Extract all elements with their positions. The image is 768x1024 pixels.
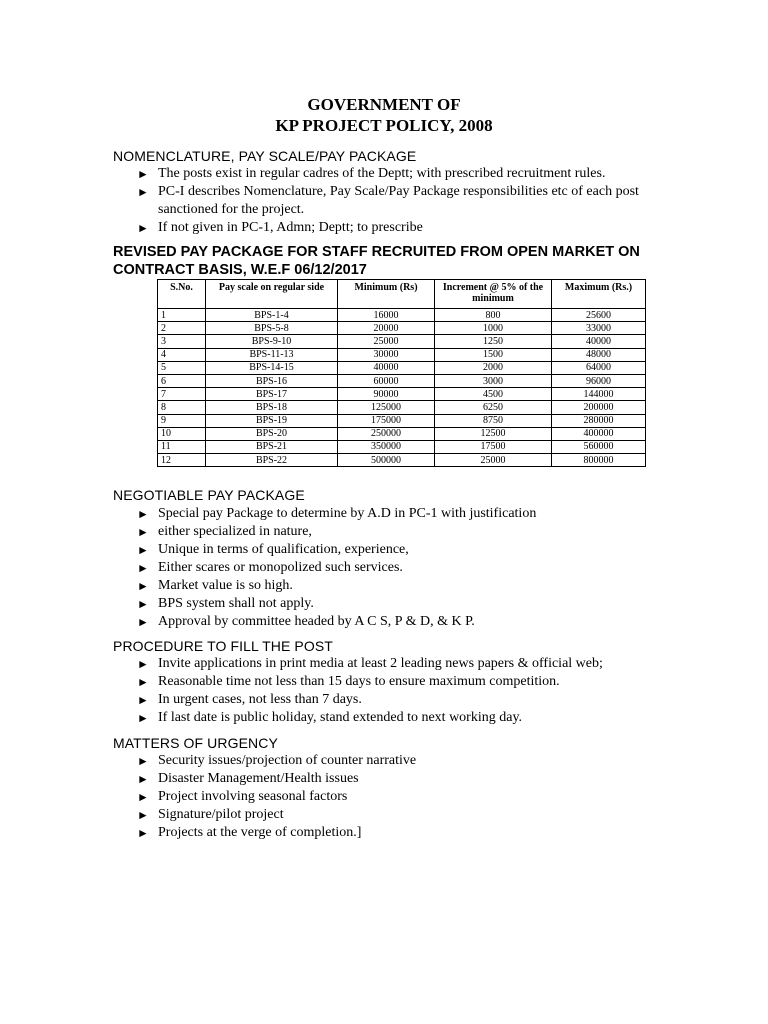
- cell-sno: 11: [158, 440, 206, 453]
- cell-sno: 8: [158, 401, 206, 414]
- cell-maximum: 560000: [552, 440, 646, 453]
- cell-sno: 9: [158, 414, 206, 427]
- list-item: ► Either scares or monopolized such services.: [137, 560, 403, 575]
- table-row: [158, 414, 646, 427]
- list-item: ► Disaster Management/Health issues: [137, 771, 359, 786]
- bullet-arrow-icon: ►: [137, 790, 149, 804]
- table-header-row: [158, 280, 646, 309]
- cell-sno: 7: [158, 388, 206, 401]
- list-item: ► In urgent cases, not less than 7 days.: [137, 692, 362, 707]
- cell-maximum: 280000: [552, 414, 646, 427]
- table-body: [158, 309, 646, 467]
- bullet-arrow-icon: ►: [137, 579, 149, 593]
- cell-pay-scale: BPS-21: [206, 440, 338, 453]
- cell-pay-scale: BPS-17: [206, 388, 338, 401]
- cell-increment: 1000: [435, 322, 552, 335]
- bullet-arrow-icon: ►: [137, 525, 149, 539]
- urgency-list: [137, 752, 657, 842]
- cell-increment: 25000: [435, 454, 552, 467]
- list-item: ► Signature/pilot project: [137, 807, 284, 822]
- bullet-arrow-icon: ►: [137, 543, 149, 557]
- cell-maximum: 40000: [552, 335, 646, 348]
- bullet-arrow-icon: ►: [137, 808, 149, 822]
- procedure-list: [137, 655, 657, 727]
- list-item: ► Market value is so high.: [137, 578, 293, 593]
- cell-sno: 10: [158, 427, 206, 440]
- table-row: [158, 348, 646, 361]
- list-item: ► Security issues/projection of counter narrative: [137, 753, 417, 768]
- cell-minimum: 90000: [338, 388, 435, 401]
- cell-sno: 5: [158, 361, 206, 374]
- table-row: [158, 427, 646, 440]
- cell-maximum: 25600: [552, 309, 646, 322]
- cell-increment: 6250: [435, 401, 552, 414]
- table-row: [158, 440, 646, 453]
- cell-sno: 12: [158, 454, 206, 467]
- bullet-arrow-icon: ►: [137, 754, 149, 768]
- cell-sno: 2: [158, 322, 206, 335]
- bullet-arrow-icon: ►: [137, 772, 149, 786]
- negotiable-list: [137, 505, 657, 631]
- cell-minimum: 250000: [338, 427, 435, 440]
- column-header-increment: Increment @ 5% of the minimum: [435, 280, 552, 309]
- cell-maximum: 64000: [552, 361, 646, 374]
- procedure-heading: PROCEDURE TO FILL THE POST: [113, 638, 333, 654]
- cell-maximum: 144000: [552, 388, 646, 401]
- table-row: [158, 454, 646, 467]
- cell-increment: 2000: [435, 361, 552, 374]
- document-title-line2: KP PROJECT POLICY, 2008: [275, 116, 493, 135]
- cell-increment: 17500: [435, 440, 552, 453]
- cell-increment: 1500: [435, 348, 552, 361]
- bullet-arrow-icon: ►: [137, 826, 149, 840]
- column-header-sno: S.No.: [158, 280, 206, 309]
- urgency-heading: MATTERS OF URGENCY: [113, 735, 278, 751]
- list-item: ► PC-I describes Nomenclature, Pay Scale/Pay Package responsibilities etc of each post sanctioned for the project.: [137, 184, 639, 217]
- cell-increment: 1250: [435, 335, 552, 348]
- bullet-arrow-icon: ►: [137, 711, 149, 725]
- cell-pay-scale: BPS-9-10: [206, 335, 338, 348]
- list-item: ► If last date is public holiday, stand extended to next working day.: [137, 710, 523, 725]
- cell-increment: 3000: [435, 374, 552, 387]
- column-header-pay-scale: Pay scale on regular side: [206, 280, 338, 309]
- column-header-minimum: Minimum (Rs): [338, 280, 435, 309]
- bullet-arrow-icon: ►: [137, 615, 149, 629]
- cell-minimum: 60000: [338, 374, 435, 387]
- cell-minimum: 500000: [338, 454, 435, 467]
- table-row: [158, 361, 646, 374]
- list-item: ► BPS system shall not apply.: [137, 596, 314, 611]
- list-item: ► Unique in terms of qualification, experience,: [137, 542, 409, 557]
- cell-pay-scale: BPS-11-13: [206, 348, 338, 361]
- bullet-arrow-icon: ►: [137, 675, 149, 689]
- cell-pay-scale: BPS-1-4: [206, 309, 338, 322]
- cell-minimum: 40000: [338, 361, 435, 374]
- list-item: ► Approval by committee headed by A C S, P & D, & K P.: [137, 614, 475, 629]
- list-item: ► Project involving seasonal factors: [137, 789, 348, 804]
- cell-maximum: 200000: [552, 401, 646, 414]
- cell-sno: 3: [158, 335, 206, 348]
- bullet-arrow-icon: ►: [137, 167, 149, 181]
- cell-minimum: 125000: [338, 401, 435, 414]
- column-header-maximum: Maximum (Rs.): [552, 280, 646, 309]
- cell-pay-scale: BPS-20: [206, 427, 338, 440]
- list-item: ► The posts exist in regular cadres of the Deptt; with prescribed recruitment rules.: [137, 166, 606, 181]
- table-row: [158, 374, 646, 387]
- cell-pay-scale: BPS-22: [206, 454, 338, 467]
- cell-minimum: 16000: [338, 309, 435, 322]
- cell-pay-scale: BPS-19: [206, 414, 338, 427]
- cell-pay-scale: BPS-16: [206, 374, 338, 387]
- cell-minimum: 175000: [338, 414, 435, 427]
- bullet-arrow-icon: ►: [137, 507, 149, 521]
- list-item: ► Special pay Package to determine by A.D in PC-1 with justification: [137, 506, 537, 521]
- cell-minimum: 20000: [338, 322, 435, 335]
- bullet-arrow-icon: ►: [137, 693, 149, 707]
- table-row: [158, 388, 646, 401]
- cell-increment: 12500: [435, 427, 552, 440]
- table-row: [158, 322, 646, 335]
- document-title-line1: GOVERNMENT OF: [307, 95, 461, 114]
- cell-minimum: 25000: [338, 335, 435, 348]
- bullet-arrow-icon: ►: [137, 221, 149, 235]
- cell-increment: 4500: [435, 388, 552, 401]
- list-item: ► Reasonable time not less than 15 days to ensure maximum competition.: [137, 674, 560, 689]
- cell-maximum: 48000: [552, 348, 646, 361]
- nomenclature-heading: NOMENCLATURE, PAY SCALE/PAY PACKAGE: [113, 148, 417, 164]
- table-row: [158, 401, 646, 414]
- cell-sno: 4: [158, 348, 206, 361]
- table-row: [158, 335, 646, 348]
- cell-maximum: 96000: [552, 374, 646, 387]
- list-item: ► If not given in PC-1, Admn; Deptt; to prescribe: [137, 220, 423, 235]
- nomenclature-list: [137, 165, 657, 237]
- cell-pay-scale: BPS-18: [206, 401, 338, 414]
- bullet-arrow-icon: ►: [137, 561, 149, 575]
- cell-sno: 6: [158, 374, 206, 387]
- cell-pay-scale: BPS-14-15: [206, 361, 338, 374]
- cell-increment: 8750: [435, 414, 552, 427]
- cell-maximum: 400000: [552, 427, 646, 440]
- cell-maximum: 33000: [552, 322, 646, 335]
- table-row: [158, 309, 646, 322]
- bullet-arrow-icon: ►: [137, 597, 149, 611]
- negotiable-heading: NEGOTIABLE PAY PACKAGE: [113, 487, 305, 503]
- pay-package-table: [157, 279, 646, 467]
- revised-pay-heading: REVISED PAY PACKAGE FOR STAFF RECRUITED FROM OPEN MARKET ON CONTRACT BASIS, W.E.F 06/12/2017: [113, 244, 640, 278]
- cell-minimum: 350000: [338, 440, 435, 453]
- cell-maximum: 800000: [552, 454, 646, 467]
- list-item: ► Projects at the verge of completion.]: [137, 825, 362, 840]
- cell-pay-scale: BPS-5-8: [206, 322, 338, 335]
- cell-sno: 1: [158, 309, 206, 322]
- cell-increment: 800: [435, 309, 552, 322]
- list-item: ► either specialized in nature,: [137, 524, 312, 539]
- bullet-arrow-icon: ►: [137, 185, 149, 199]
- list-item: ► Invite applications in print media at least 2 leading news papers & official web;: [137, 656, 603, 671]
- bullet-arrow-icon: ►: [137, 657, 149, 671]
- cell-minimum: 30000: [338, 348, 435, 361]
